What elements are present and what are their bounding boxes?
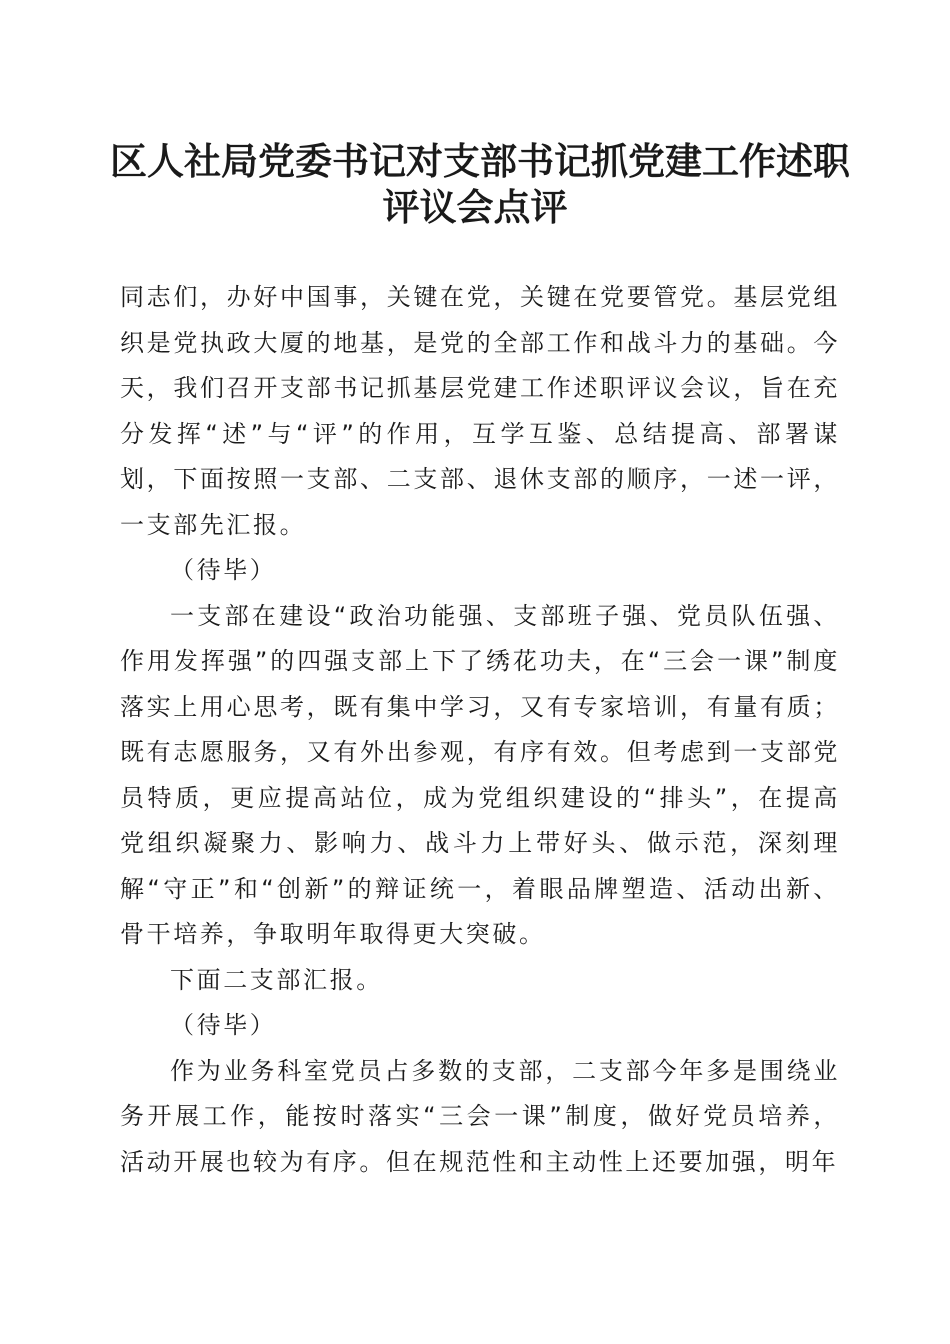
document-body [120,275,840,1185]
branch-two-comment-paragraph: 作为业务科室党员占多数的支部，二支部今年多是围绕业务开展工作，能按时落实“三会一课”制度，做好党员培养，活动开展也较为有序。但在规范性和主动性上还要加强，明年 [120,1056,840,1176]
pending-note-1: （待毕） [170,556,277,584]
branch-two-intro-paragraph: 下面二支部汇报。 [170,965,383,994]
opening-paragraph: 同志们，办好中国事，关键在党，关键在党要管党。基层党组织是党执政大厦的地基，是党的全部工作和战斗力的基础。今天，我们召开支部书记抓基层党建工作述职评议会议，旨在充分发挥“述”与“评”的作用，互学互鉴、总结提高、部署谋划，下面按照一支部、二支部、退休支部的顺序，一述一评，一支部先汇报。 [120,283,840,539]
document-title [110,138,850,230]
title-line-2: 评议会点评 [382,185,568,229]
branch-one-comment-paragraph: 一支部在建设“政治功能强、支部班子强、党员队伍强、作用发挥强”的四强支部上下了绣花功夫，在“三会一课”制度落实上用心思考，既有集中学习，又有专家培训，有量有质；既有志愿服务，又有外出参观，有序有效。但考虑到一支部党员特质，更应提高站位，成为党组织建设的“排头”，在提高党组织凝聚力、影响力、战斗力上带好头、做示范，深刻理解“守正”和“创新”的辩证统一，着眼品牌塑造、活动出新、骨干培养，争取明年取得更大突破。 [120,601,840,948]
title-line-1: 区人社局党委书记对支部书记抓党建工作述职 [110,139,850,183]
pending-note-2: （待毕） [170,1011,277,1039]
